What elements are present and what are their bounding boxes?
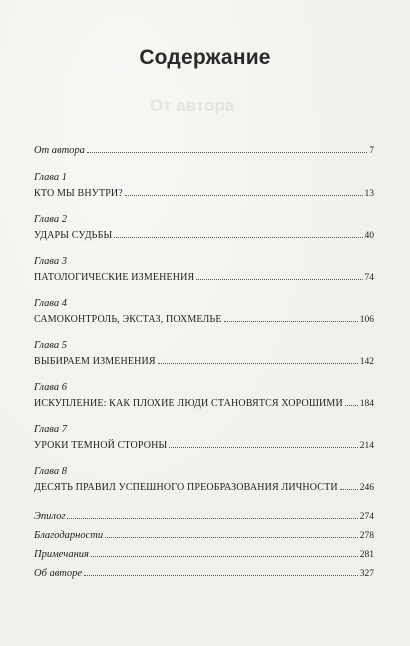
toc-entry (34, 508, 374, 522)
toc-entry-page: 74 (364, 273, 374, 283)
toc-entry-page: 274 (359, 512, 374, 522)
toc-entry-title: ИСКУПЛЕНИЕ: КАК ПЛОХИЕ ЛЮДИ СТАНОВЯТСЯ ХОРОШИМИ (34, 398, 343, 409)
toc-entry (34, 142, 374, 156)
toc-entry-title: САМОКОНТРОЛЬ, ЭКСТАЗ, ПОХМЕЛЬЕ (34, 314, 222, 325)
toc-entry-page: 106 (359, 315, 374, 325)
toc-entry-page: 40 (364, 231, 374, 241)
chapter-label: Глава 7 (34, 424, 67, 435)
toc-entry (34, 269, 374, 283)
dot-leader (105, 537, 358, 538)
toc-entry (34, 353, 374, 367)
toc-entry-page: 7 (369, 146, 374, 156)
toc-entry (34, 527, 374, 541)
dot-leader (84, 575, 358, 576)
toc-entry-title: Примечания (34, 549, 89, 560)
dot-leader (87, 152, 367, 153)
toc-entry (34, 565, 374, 579)
toc-entry-page: 246 (359, 483, 374, 493)
dot-leader (169, 447, 357, 448)
toc-entry-title: ДЕСЯТЬ ПРАВИЛ УСПЕШНОГО ПРЕОБРАЗОВАНИЯ ЛИЧНОСТИ (34, 482, 338, 493)
toc-entry (34, 311, 374, 325)
toc-entry-title: Об авторе (34, 568, 83, 579)
toc-entry-page: 281 (359, 550, 374, 560)
toc-entry-title: УРОКИ ТЕМНОЙ СТОРОНЫ (34, 440, 168, 451)
toc-entry-title: От автора (34, 145, 85, 156)
chapter-label: Глава 1 (34, 172, 67, 183)
toc-entry (34, 395, 374, 409)
toc-entry-title: ПАТОЛОГИЧЕСКИЕ ИЗМЕНЕНИЯ (34, 272, 195, 283)
toc-entry-page: 214 (359, 441, 374, 451)
dot-leader (91, 556, 358, 557)
toc-entry (34, 185, 374, 199)
dot-leader (67, 518, 357, 519)
show-through-text: От автора (150, 96, 235, 115)
dot-leader (345, 405, 358, 406)
toc-entry (34, 546, 374, 560)
chapter-label: Глава 6 (34, 382, 67, 393)
dot-leader (196, 279, 362, 280)
chapter-label: Глава 8 (34, 466, 67, 477)
toc-entry-page: 327 (359, 569, 374, 579)
dot-leader (114, 237, 362, 238)
toc-entry-title: УДАРЫ СУДЬБЫ (34, 230, 113, 241)
toc-entry (34, 227, 374, 241)
dot-leader (158, 363, 358, 364)
toc-entry-title: КТО МЫ ВНУТРИ? (34, 188, 123, 199)
toc-entry-title: Эпилог (34, 511, 66, 522)
toc-entry (34, 437, 374, 451)
chapter-label: Глава 2 (34, 214, 67, 225)
chapter-label: Глава 4 (34, 298, 67, 309)
page-title: Содержание (139, 46, 271, 69)
toc-entry-page: 278 (359, 531, 374, 541)
toc-entry (34, 479, 374, 493)
chapter-label: Глава 3 (34, 256, 67, 267)
toc-entry-page: 184 (359, 399, 374, 409)
dot-leader (125, 195, 363, 196)
chapter-label: Глава 5 (34, 340, 67, 351)
dot-leader (224, 321, 358, 322)
toc-entry-title: Благодарности (34, 530, 104, 541)
toc-entry-page: 142 (359, 357, 374, 367)
toc-entry-page: 13 (364, 189, 374, 199)
toc-entry-title: ВЫБИРАЕМ ИЗМЕНЕНИЯ (34, 356, 156, 367)
dot-leader (340, 489, 358, 490)
